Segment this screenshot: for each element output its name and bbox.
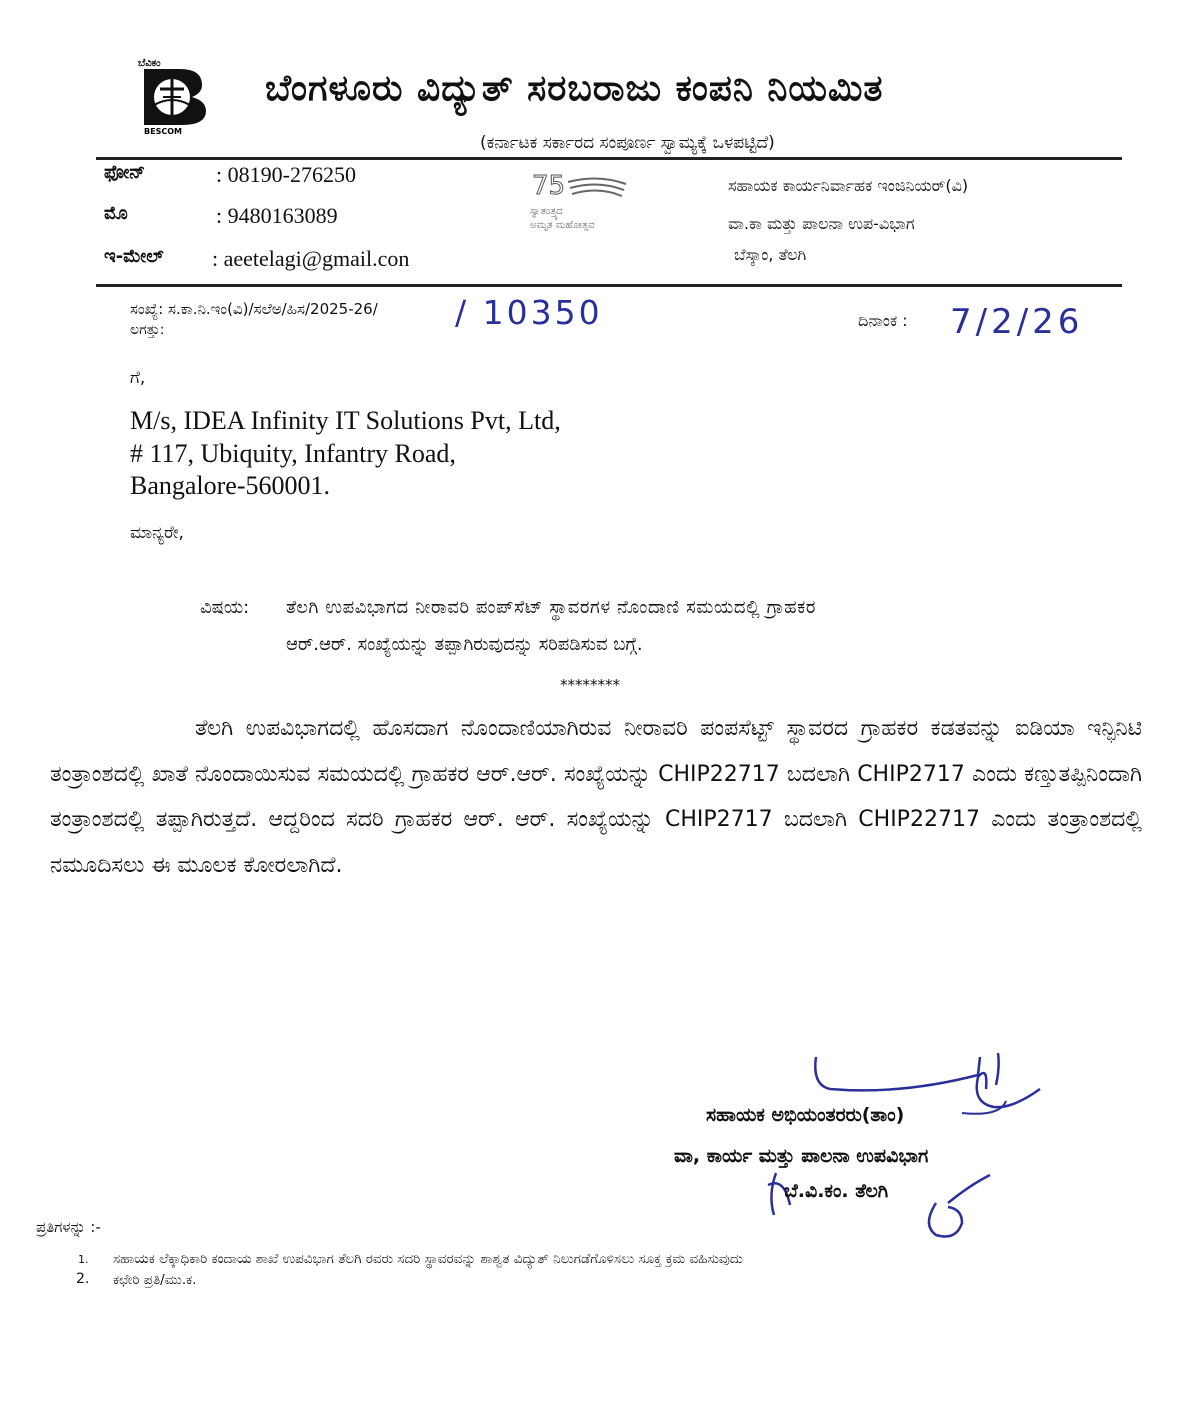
mobile-value: : 9480163089 <box>216 203 338 228</box>
separator: ******** <box>560 676 620 694</box>
letter-body <box>50 706 1142 888</box>
svg-text:BESCOM: BESCOM <box>144 127 182 135</box>
subject-line2: ಆರ್.ಆರ್. ಸಂಖ್ಯೆಯನ್ನು ತಪ್ಪಾಗಿರುವುದನ್ನು ಸರಿಪಡಿಸುವ ಬಗ್ಗೆ. <box>286 634 643 655</box>
phone-value: : 08190-276250 <box>216 162 356 187</box>
subject-line1: ತೆಲಗಿ ಉಪವಿಭಾಗದ ನೀರಾವರಿ ಪಂಪ್‌ಸೆಟ್ ಸ್ಥಾವರಗಳ ನೊಂದಾಣಿ ಸಮಯದಲ್ಲಿ ಗ್ರಾಹಕರ <box>286 597 816 618</box>
recipient-line2: # 117, Ubiquity, Infantry Road, <box>130 439 456 468</box>
phone-label: ಫೋನ್ <box>104 162 146 183</box>
svg-text:ಬೆವಿಕಂ: ಬೆವಿಕಂ <box>138 58 161 69</box>
date-label: ದಿನಾಂಕ : <box>858 311 908 330</box>
reference-number: ಸಂಖ್ಯೆ: ಸ.ಕಾ.ನಿ.ಇಂ(ವಿ)/ಸಲೆಅ/ಹಿಸ/2025-26/ <box>130 300 378 318</box>
signatory-title: ಸಹಾಯಕ ಅಭಿಯಂತರರು(ತಾಂ) <box>706 1104 905 1126</box>
to-label: ಗೆ, <box>130 368 146 388</box>
copy-item-number: 2. <box>76 1271 90 1287</box>
salutation: ಮಾನ್ಯರೇ, <box>130 523 184 543</box>
office-line3: ಬೆಸ್ಕಾಂ, ತೆಲಗಿ <box>734 245 807 264</box>
azadi-emblem <box>528 168 638 236</box>
copy-item-number: 1. <box>78 1253 89 1266</box>
reference-handwritten: / 10350 <box>455 293 603 332</box>
recipient-line1: M/s, IDEA Infinity IT Solutions Pvt, Ltd, <box>130 406 561 435</box>
subject-label: ವಿಷಯ: <box>200 597 250 618</box>
signatory-office: ಬೆ.ವಿ.ಕಂ. ತೆಲಗಿ <box>784 1180 889 1202</box>
email-value: : aeetelagi@gmail.con <box>212 246 410 271</box>
copy-item: ಸಹಾಯಕ ಲೆಕ್ಕಾಧಿಕಾರಿ ಕಂದಾಯ ಶಾಖೆ ಉಪವಿಭಾಗ ತೆಲಗಿ ರವರು ಸದರಿ ಸ್ಥಾವರವನ್ನು ಶಾಶ್ವತ ವಿದ್ಯುತ್ ನಿಲುಗಡೆಗೊಳಿಸಲು ಸೂಕ್ತ ಕ್ರಮ ವಹಿಸುವುದು <box>113 1251 743 1267</box>
signatory-department: ವಾ, ಕಾರ್ಯ ಮತ್ತು ಪಾಲನಾ ಉಪವಿಭಾಗ <box>674 1145 929 1167</box>
organization-title: ಬೆಂಗಳೂರು ವಿದ್ಯುತ್ ಸರಬರಾಜು ಕಂಪನಿ ನಿಯಮಿತ <box>265 68 884 109</box>
emblem-number: 75 <box>532 171 566 201</box>
mobile-label: ಮೊ <box>104 203 128 224</box>
office-line1: ಸಹಾಯಕ ಕಾರ್ಯನಿರ್ವಾಹಕ ಇಂಜಿನಿಯರ್(ವಿ) <box>728 176 969 195</box>
email-label: ಇ-ಮೇಲ್ <box>104 246 164 267</box>
header-rule-bottom <box>96 284 1122 287</box>
header-rule-top <box>96 157 1122 160</box>
date-handwritten: 7/2/26 <box>950 302 1084 342</box>
recipient-line3: Bangalore-560001. <box>130 471 331 500</box>
organization-subtitle: (ಕರ್ನಾಟಕ ಸರ್ಕಾರದ ಸಂಪೂರ್ಣ ಸ್ವಾಮ್ಯಕ್ಕೆ ಒಳಪಟ್ಟಿದೆ) <box>480 133 775 153</box>
emblem-line1: ಸ್ವಾತಂತ್ರ್ಯದ <box>530 206 563 217</box>
letter-body-text: ತೆಲಗಿ ಉಪವಿಭಾಗದಲ್ಲಿ ಹೊಸದಾಗ ನೊಂದಾಣಿಯಾಗಿರುವ ನೀರಾವರಿ ಪಂಪಸೆಟ್ಟ್ ಸ್ಥಾವರದ ಗ್ರಾಹಕರ ಕಡತವನ್ನು ಐಡಿಯಾ ಇನ್ಫಿನಿಟಿ ತಂತ್ರಾಂಶದಲ್ಲಿ ಖಾತೆ ನೊಂದಾಯಿಸುವ ಸಮಯದಲ್ಲಿ ಗ್ರಾಹಕರ ಆರ್.ಆರ್. ಸಂಖ್ಯೆಯನ್ನು CHIP22717 ಬದಲಾಗಿ CHIP2717 ಎಂದು ಕಣ್ತುತಪ್ಪಿನಿಂದಾಗಿ ತಂತ್ರಾಂಶದಲ್ಲಿ ತಪ್ಪಾಗಿರುತ್ತದೆ. ಆದ್ದರಿಂದ ಸದರಿ ಗ್ರಾಹಕರ ಆರ್. ಆರ್. ಸಂಖ್ಯೆಯನ್ನು CHIP2717 ಬದಲಾಗಿ CHIP22717 ಎಂದು ತಂತ್ರಾಂಶದಲ್ಲಿ ನಮೂದಿಸಲು ಈ ಮೂಲಕ ಕೋರಲಾಗಿದೆ. <box>50 716 1142 878</box>
copies-label: ಪ್ರತಿಗಳನ್ನು :- <box>36 1218 101 1236</box>
office-line2: ವಾ.ಕಾ ಮತ್ತು ಪಾಲನಾ ಉಪ-ವಿಭಾಗ <box>728 214 915 233</box>
copy-item: ಕಛೇರಿ ಪ್ರತಿ/ಮು.ಕ. <box>113 1272 197 1288</box>
bescom-logo <box>130 55 215 135</box>
emblem-line2: ಅಮೃತ ಮಹೋತ್ಸವ <box>530 220 595 231</box>
enclosure-label: ಲಗತ್ತು: <box>130 322 165 338</box>
